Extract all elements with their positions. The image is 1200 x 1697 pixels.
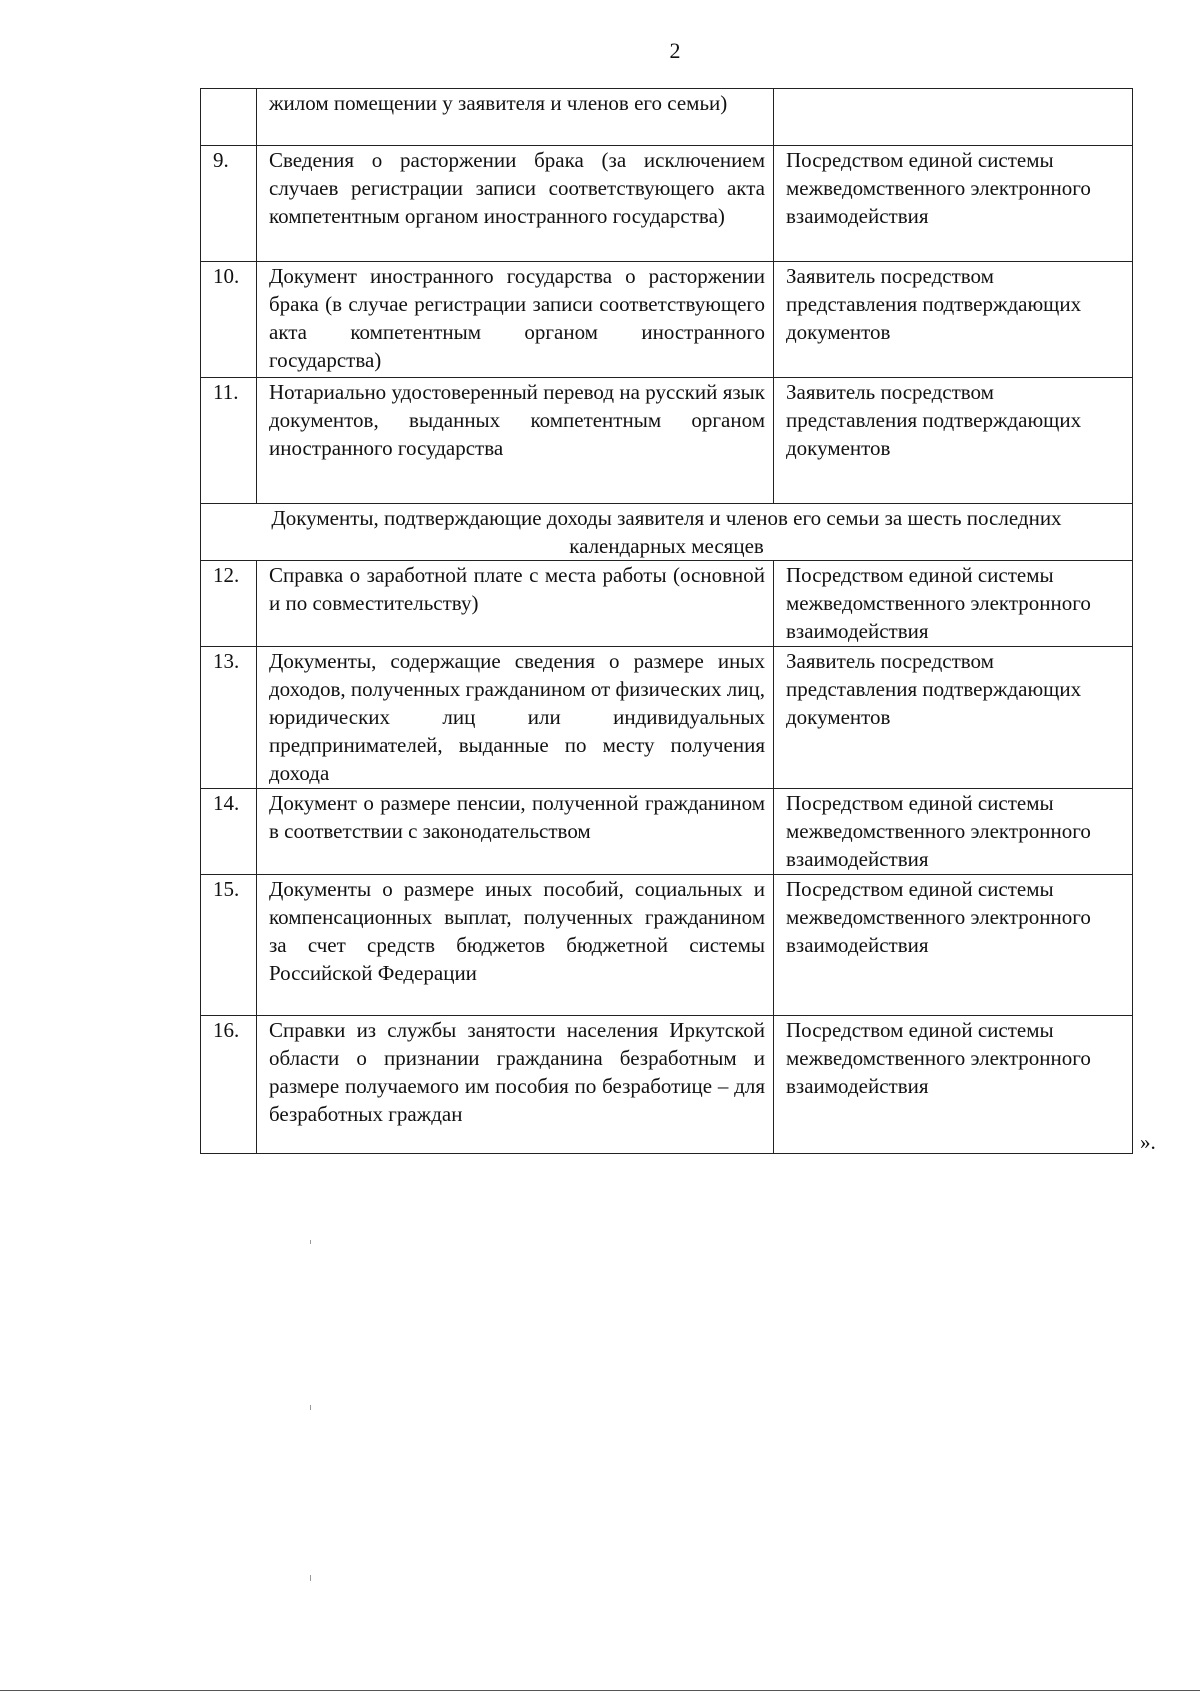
row-number: 14. — [201, 789, 257, 875]
closing-quote: ». — [1140, 1130, 1156, 1154]
document-name: Сведения о расторжении брака (за исключением случаев регистрации записи соответствующего акта компетентным органом иностранного государства) — [257, 146, 774, 262]
table-row — [201, 875, 1133, 1016]
document-name: жилом помещении у заявителя и членов его семьи) — [257, 89, 774, 146]
row-number: 10. — [201, 262, 257, 378]
table-row — [201, 789, 1133, 875]
document-name: Документ о размере пенсии, полученной гражданином в соответствии с законодательством — [257, 789, 774, 875]
row-number: 12. — [201, 561, 257, 647]
document-name: Документ иностранного государства о расторжении брака (в случае регистрации записи соответствующего акта компетентным органом иностранного государства) — [257, 262, 774, 378]
row-number: 11. — [201, 378, 257, 504]
table-row — [201, 378, 1133, 504]
submission-method: Посредством единой системы межведомственного электронного взаимодействия — [774, 789, 1133, 875]
document-name: Документы, содержащие сведения о размере иных доходов, полученных гражданином от физических лиц, юридических лиц или индивидуальных предпринимателей, выданные по месту получения дохода — [257, 647, 774, 789]
table-row — [201, 146, 1133, 262]
submission-method: Посредством единой системы межведомственного электронного взаимодействия — [774, 875, 1133, 1016]
page-bottom-rule — [0, 1690, 1200, 1691]
submission-method: Заявитель посредством представления подтверждающих документов — [774, 262, 1133, 378]
row-number: 16. — [201, 1016, 257, 1154]
scan-mark — [310, 1240, 311, 1244]
document-name: Справка о заработной плате с места работы (основной и по совместительству) — [257, 561, 774, 647]
section-row — [201, 504, 1133, 561]
row-number — [201, 89, 257, 146]
table-row — [201, 561, 1133, 647]
document-name: Справки из службы занятости населения Иркутской области о признании гражданина безработным и размере получаемого им пособия по безработице – для безработных граждан — [257, 1016, 774, 1154]
row-number: 15. — [201, 875, 257, 1016]
table-row — [201, 1016, 1133, 1154]
row-number: 9. — [201, 146, 257, 262]
page-number: 2 — [669, 38, 681, 63]
table-row — [201, 89, 1133, 146]
submission-method: Посредством единой системы межведомственного электронного взаимодействия — [774, 561, 1133, 647]
section-heading: Документы, подтверждающие доходы заявителя и членов его семьи за шесть последних календарных месяцев — [201, 504, 1133, 561]
documents-table — [200, 88, 1133, 1154]
submission-method: Посредством единой системы межведомственного электронного взаимодействия — [774, 1016, 1133, 1154]
submission-method: Заявитель посредством представления подтверждающих документов — [774, 378, 1133, 504]
submission-method: Посредством единой системы межведомственного электронного взаимодействия — [774, 146, 1133, 262]
document-name: Нотариально удостоверенный перевод на русский язык документов, выданных компетентным органом иностранного государства — [257, 378, 774, 504]
submission-method — [774, 89, 1133, 146]
scan-mark — [310, 1405, 311, 1410]
table-row — [201, 262, 1133, 378]
row-number: 13. — [201, 647, 257, 789]
scan-mark — [310, 1575, 311, 1581]
submission-method: Заявитель посредством представления подтверждающих документов — [774, 647, 1133, 789]
table-row — [201, 647, 1133, 789]
document-name: Документы о размере иных пособий, социальных и компенсационных выплат, полученных гражданином за счет средств бюджетов бюджетной системы Российской Федерации — [257, 875, 774, 1016]
